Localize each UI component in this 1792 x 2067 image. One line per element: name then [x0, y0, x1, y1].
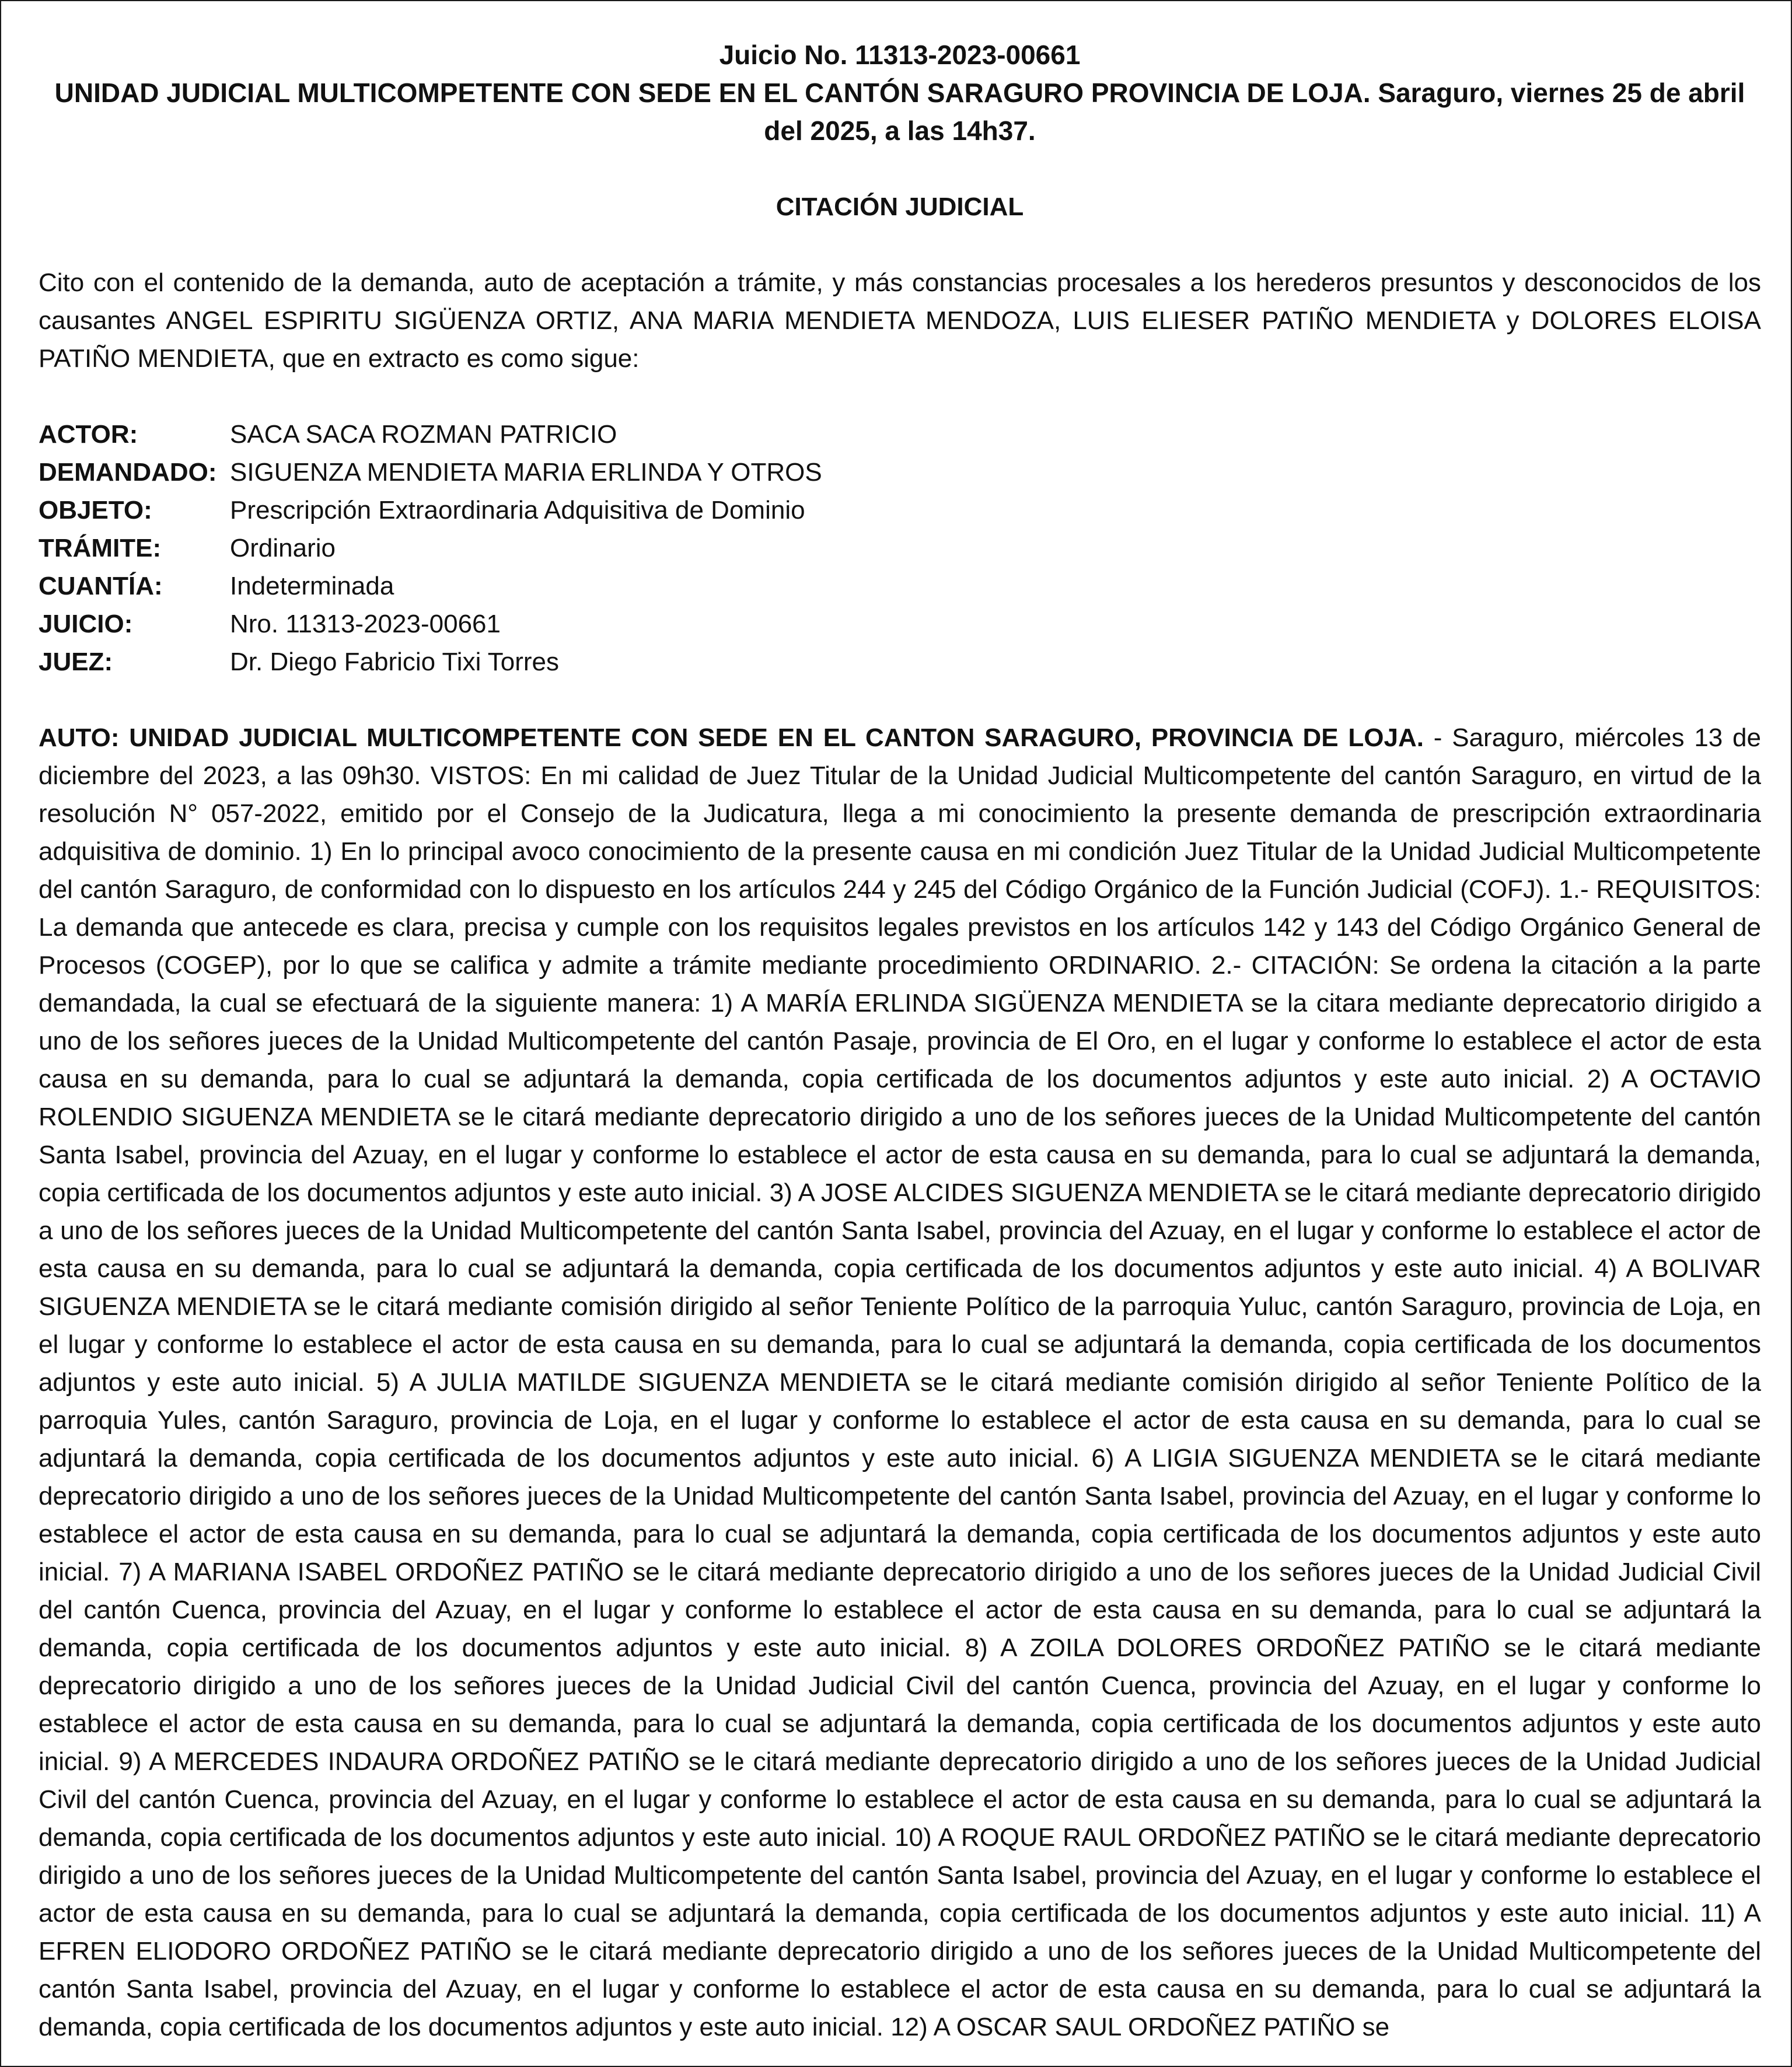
intro-paragraph: Cito con el contenido de la demanda, auto de aceptación a trámite, y más constancias procesales a los herederos presuntos y desconocidos de los causantes ANGEL ESPIRITU SIGÜENZA ORTIZ, ANA MARIA MENDIETA MENDOZA, LUIS ELIESER PATIÑO MENDIETA y DOLORES ELOISA PATIÑO MENDIETA, que en extracto es como sigue:	[39, 268, 1761, 373]
field-value: Indeterminada	[230, 572, 394, 600]
field-label: TRÁMITE:	[39, 534, 162, 562]
document-content	[39, 36, 1761, 2046]
field-value: Dr. Diego Fabricio Tixi Torres	[230, 648, 560, 676]
field-value: SIGUENZA MENDIETA MARIA ERLINDA Y OTROS	[230, 458, 822, 487]
field-label: JUEZ:	[39, 648, 113, 676]
auto-paragraph	[39, 719, 1761, 2046]
field-tramite	[39, 529, 1761, 567]
field-label: ACTOR:	[39, 420, 138, 449]
field-juicio	[39, 605, 1761, 643]
field-juez	[39, 643, 1761, 681]
document-title: CITACIÓN JUDICIAL	[776, 193, 1024, 221]
field-cuantia	[39, 567, 1761, 605]
field-objeto	[39, 491, 1761, 529]
field-label: OBJETO:	[39, 496, 152, 524]
field-value: Nro. 11313-2023-00661	[230, 610, 501, 638]
field-value: Prescripción Extraordinaria Adquisitiva de Dominio	[230, 496, 805, 524]
case-number: Juicio No. 11313-2023-00661	[719, 40, 1081, 70]
auto-heading: AUTO: UNIDAD JUDICIAL MULTICOMPETENTE CON SEDE EN EL CANTON SARAGURO, PROVINCIA DE LOJA.	[39, 723, 1424, 752]
field-value: Ordinario	[230, 534, 336, 562]
field-label: CUANTÍA:	[39, 572, 163, 600]
document-header	[39, 36, 1761, 150]
court-and-date: UNIDAD JUDICIAL MULTICOMPETENTE CON SEDE EN EL CANTÓN SARAGURO PROVINCIA DE LOJA. Saraguro, viernes 25 de abril del 2025, a las 14h37.	[54, 78, 1745, 146]
case-fields	[39, 415, 1761, 681]
field-demandado	[39, 453, 1761, 491]
field-label: DEMANDADO:	[39, 458, 217, 487]
field-label: JUICIO:	[39, 610, 133, 638]
auto-body: - Saraguro, miércoles 13 de diciembre del 2023, a las 09h30. VISTOS: En mi calidad de Juez Titular de la Unidad Judicial Multicompetente del cantón Saraguro, en virtud de la resolución N° 057-2022, emitido por el Consejo de la Judicatura, llega a mi conocimiento la presente demanda de prescripción extraordinaria adquisitiva de dominio. 1) En lo principal avoco conocimiento de la presente causa en mi condición Juez Titular de la Unidad Judicial Multicompetente del cantón Saraguro, de conformidad con lo dispuesto en los artículos 244 y 245 del Código Orgánico de la Función Judicial (COFJ). 1.- REQUISITOS: La demanda que antecede es clara, precisa y cumple con los requisitos legales previstos en los artículos 142 y 143 del Código Orgánico General de Procesos (COGEP), por lo que se califica y admite a trámite mediante procedimiento ORDINARIO. 2.- CITACIÓN: Se ordena la citación a la parte demandada, la cual se efectuará de la siguiente manera: 1) A MARÍA ERLINDA SIGÜENZA MENDIETA se la citara mediante deprecatorio dirigido a uno de los señores jueces de la Unidad Multicompetente del cantón Pasaje, provincia de El Oro, en el lugar y conforme lo establece el actor de esta causa en su demanda, para lo cual se adjuntará la demanda, copia certificada de los documentos adjuntos y este auto inicial. 2) A OCTAVIO ROLENDIO SIGUENZA MENDIETA se le citará mediante deprecatorio dirigido a uno de los señores jueces de la Unidad Multicompetente del cantón Santa Isabel, provincia del Azuay, en el lugar y conforme lo establece el actor de esta causa en su demanda, para lo cual se adjuntará la demanda, copia certificada de los documentos adjuntos y este auto inicial. 3) A JOSE ALCIDES SIGUENZA MENDIETA se le citará mediante deprecatorio dirigido a uno de los señores jueces de la Unidad Multicompetente del cantón Santa Isabel, provincia del Azuay, en el lugar y conforme lo establece el actor de esta causa en su demanda, para lo cual se adjuntará la demanda, copia certificada de los documentos adjuntos y este auto inicial. 4) A BOLIVAR SIGUENZA MENDIETA se le citará mediante comisión dirigido al señor Teniente Político de la parroquia Yuluc, cantón Saraguro, provincia de Loja, en el lugar y conforme lo establece el actor de esta causa en su demanda, para lo cual se adjuntará la demanda, copia certificada de los documentos adjuntos y este auto inicial. 5) A JULIA MATILDE SIGUENZA MENDIETA se le citará mediante comisión dirigido al señor Teniente Político de la parroquia Yules, cantón Saraguro, provincia de Loja, en el lugar y conforme lo establece el actor de esta causa en su demanda, para lo cual se adjuntará la demanda, copia certificada de los documentos adjuntos y este auto inicial. 6) A LIGIA SIGUENZA MENDIETA se le citará mediante deprecatorio dirigido a uno de los señores jueces de la Unidad Multicompetente del cantón Santa Isabel, provincia del Azuay, en el lugar y conforme lo establece el actor de esta causa en su demanda, para lo cual se adjuntará la demanda, copia certificada de los documentos adjuntos y este auto inicial. 7) A MARIANA ISABEL ORDOÑEZ PATIÑO se le citará mediante deprecatorio dirigido a uno de los señores jueces de la Unidad Judicial Civil del cantón Cuenca, provincia del Azuay, en el lugar y conforme lo establece el actor de esta causa en su demanda, para lo cual se adjuntará la demanda, copia certificada de los documentos adjuntos y este auto inicial. 8) A ZOILA DOLORES ORDOÑEZ PATIÑO se le citará mediante deprecatorio dirigido a uno de los señores jueces de la Unidad Judicial Civil del cantón Cuenca, provincia del Azuay, en el lugar y conforme lo establece el actor de esta causa en su demanda, para lo cual se adjuntará la demanda, copia certificada de los documentos adjuntos y este auto inicial. 9) A MERCEDES INDAURA ORDOÑEZ PATIÑO se le citará mediante deprecatorio dirigido a uno de los señores jueces de la Unidad Judicial Civil del cantón Cuenca, provincia del Azuay, en el lugar y conforme lo establece el actor de esta causa en su demanda, para lo cual se adjuntará la demanda, copia certificada de los documentos adjuntos y este auto inicial. 10) A ROQUE RAUL ORDOÑEZ PATIÑO se le citará mediante deprecatorio dirigido a uno de los señores jueces de la Unidad Multicompetente del cantón Santa Isabel, provincia del Azuay, en el lugar y conforme lo establece el actor de esta causa en su demanda, para lo cual se adjuntará la demanda, copia certificada de los documentos adjuntos y este auto inicial. 11) A EFREN ELIODORO ORDOÑEZ PATIÑO se le citará mediante deprecatorio dirigido a uno de los señores jueces de la Unidad Multicompetente del cantón Santa Isabel, provincia del Azuay, en el lugar y conforme lo establece el actor de esta causa en su demanda, para lo cual se adjuntará la demanda, copia certificada de los documentos adjuntos y este auto inicial. 12) A OSCAR SAUL ORDOÑEZ PATIÑO se	[39, 723, 1762, 2041]
field-actor	[39, 415, 1761, 453]
field-value: SACA SACA ROZMAN PATRICIO	[230, 420, 617, 449]
